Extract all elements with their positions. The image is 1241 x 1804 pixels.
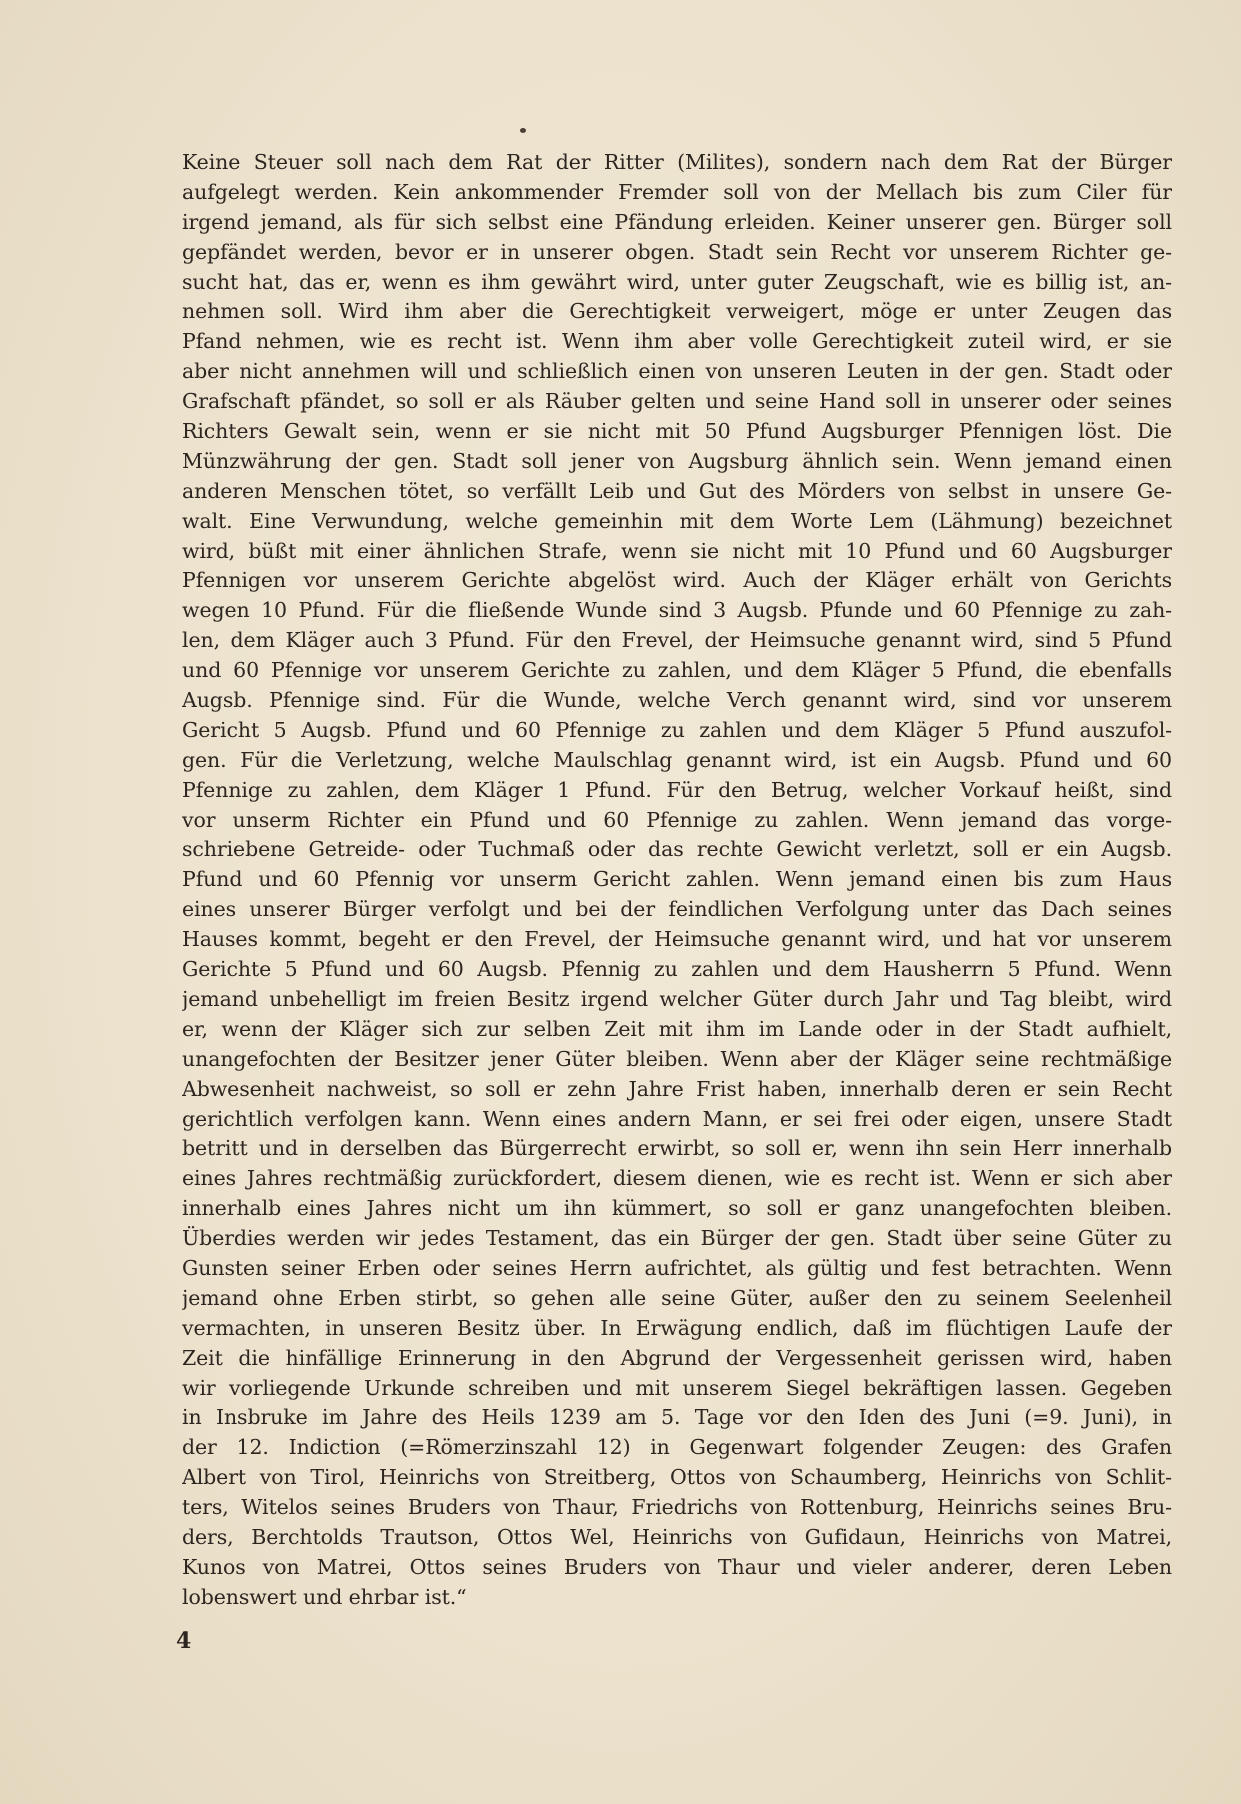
text-line: der 12. Indiction (=Römerzinszahl 12) in Gegenwart folgender Zeugen: des Grafen (182, 1435, 1172, 1460)
text-line: Gericht 5 Augsb. Pfund und 60 Pfennige zu zahlen und dem Kläger 5 Pfund auszufol- (182, 717, 1172, 742)
text-line: aufgelegt werden. Kein ankommender Fremder soll von der Mellach bis zum Ciler für (182, 179, 1172, 204)
text-line: Albert von Tirol, Heinrichs von Streitberg, Ottos von Schaumberg, Heinrichs von Schlit- (182, 1465, 1172, 1490)
text-line: Pfand nehmen, wie es recht ist. Wenn ihm aber volle Gerechtigkeit zuteil wird, er sie (182, 329, 1172, 354)
text-line: ters, Witelos seines Bruders von Thaur, Friedrichs von Rottenburg, Heinrichs seines Bru- (182, 1495, 1172, 1520)
text-line: betritt und in derselben das Bürgerrecht erwirbt, so soll er, wenn ihn sein Herr innerhalb (182, 1136, 1172, 1161)
text-line: Hauses kommt, begeht er den Frevel, der Heimsuche genannt wird, und hat vor unserem (182, 927, 1172, 952)
text-line: in Insbruke im Jahre des Heils 1239 am 5. Tage vor den Iden des Juni (=9. Juni), in (182, 1405, 1172, 1430)
text-line: Überdies werden wir jedes Testament, das ein Bürger der gen. Stadt über seine Güter zu (182, 1226, 1172, 1251)
text-line: wir vorliegende Urkunde schreiben und mit unserem Siegel bekräftigen lassen. Gegeben (182, 1375, 1172, 1400)
text-line: aber nicht annehmen will und schließlich einen von unseren Leuten in der gen. Stadt oder (182, 359, 1172, 384)
text-line: Zeit die hinfällige Erinnerung in den Abgrund der Vergessenheit gerissen wird, haben (182, 1345, 1172, 1370)
text-line: eines Jahres rechtmäßig zurückfordert, diesem dienen, wie es recht ist. Wenn er sich aber (182, 1166, 1172, 1191)
text-line: innerhalb eines Jahres nicht um ihn kümmert, so soll er ganz unangefochten bleiben. (182, 1196, 1172, 1221)
text-line: sucht hat, das er, wenn es ihm gewährt wird, unter guter Zeugschaft, wie es billig ist, an- (182, 269, 1172, 294)
text-line: len, dem Kläger auch 3 Pfund. Für den Frevel, der Heimsuche genannt wird, sind 5 Pfund (182, 628, 1172, 653)
text-line: nehmen soll. Wird ihm aber die Gerechtigkeit verweigert, möge er unter Zeugen das (182, 299, 1172, 324)
text-line: lobenswert und ehrbar ist.“ (182, 1584, 467, 1609)
text-line: wird, büßt mit einer ähnlichen Strafe, wenn sie nicht mit 10 Pfund und 60 Augsburger (182, 538, 1172, 563)
text-line: Münzwährung der gen. Stadt soll jener von Augsburg ähnlich sein. Wenn jemand einen (182, 448, 1172, 473)
text-line: walt. Eine Verwundung, welche gemeinhin mit dem Worte Lem (Lähmung) bezeichnet (182, 508, 1172, 533)
text-line: gen. Für die Verletzung, welche Maulschlag genannt wird, ist ein Augsb. Pfund und 60 (182, 747, 1172, 772)
text-line: Keine Steuer soll nach dem Rat der Ritter (Milites), sondern nach dem Rat der Bürger (182, 150, 1172, 174)
text-line: Grafschaft pfändet, so soll er als Räuber gelten und seine Hand soll in unserer oder seines (182, 389, 1172, 414)
text-line: ders, Berchtolds Trautson, Ottos Wel, Heinrichs von Gufidaun, Heinrichs von Matrei, (182, 1524, 1172, 1549)
text-line: jemand unbehelligt im freien Besitz irgend welcher Güter durch Jahr und Tag bleibt, wird (182, 986, 1172, 1011)
text-line: schriebene Getreide- oder Tuchmaß oder das rechte Gewicht verletzt, soll er ein Augsb. (182, 837, 1172, 862)
text-line: jemand ohne Erben stirbt, so gehen alle seine Güter, außer den zu seinem Seelenheil (182, 1285, 1172, 1310)
text-line: vermachten, in unseren Besitz über. In Erwägung endlich, daß im flüchtigen Laufe der (182, 1315, 1172, 1340)
text-line: Augsb. Pfennige sind. Für die Wunde, welche Verch genannt wird, sind vor unserem (182, 688, 1172, 713)
text-line: Gerichte 5 Pfund und 60 Augsb. Pfennig zu zahlen und dem Hausherrn 5 Pfund. Wenn (182, 957, 1172, 982)
text-line: vor unserm Richter ein Pfund und 60 Pfennige zu zahlen. Wenn jemand das vorge- (182, 807, 1172, 832)
text-line: gerichtlich verfolgen kann. Wenn eines andern Mann, er sei frei oder eigen, unsere Stadt (182, 1106, 1172, 1131)
text-line: gepfändet werden, bevor er in unserer obgen. Stadt sein Recht vor unserem Richter ge- (182, 239, 1172, 264)
text-line: er, wenn der Kläger sich zur selben Zeit mit ihm im Lande oder in der Stadt aufhielt, (182, 1016, 1172, 1041)
text-line: wegen 10 Pfund. Für die fließende Wunde sind 3 Augsb. Pfunde und 60 Pfennige zu zah- (182, 598, 1172, 623)
text-line: eines unserer Bürger verfolgt und bei der feindlichen Verfolgung unter das Dach seines (182, 897, 1172, 922)
body-text (182, 148, 1172, 1613)
page-number: 4 (176, 1628, 192, 1654)
text-line: Richters Gewalt sein, wenn er sie nicht mit 50 Pfund Augsburger Pfennigen löst. Die (182, 419, 1172, 444)
ink-dot (520, 128, 526, 133)
text-line: irgend jemand, als für sich selbst eine Pfändung erleiden. Keiner unserer gen. Bürger soll (182, 209, 1172, 234)
text-line: Pfennige zu zahlen, dem Kläger 1 Pfund. Für den Betrug, welcher Vorkauf heißt, sind (182, 777, 1172, 802)
text-line: Abwesenheit nachweist, so soll er zehn Jahre Frist haben, innerhalb deren er sein Recht (182, 1076, 1172, 1101)
text-line: und 60 Pfennige vor unserem Gerichte zu zahlen, und dem Kläger 5 Pfund, die ebenfalls (182, 658, 1172, 683)
text-line: Kunos von Matrei, Ottos seines Bruders von Thaur und vieler anderer, deren Leben (182, 1554, 1172, 1579)
text-line: Pfennigen vor unserem Gerichte abgelöst wird. Auch der Kläger erhält von Gerichts (182, 568, 1172, 593)
text-line: anderen Menschen tötet, so verfällt Leib und Gut des Mörders von selbst in unsere Ge- (182, 478, 1172, 503)
text-line: Gunsten seiner Erben oder seines Herrn aufrichtet, als gültig und fest betrachten. Wenn (182, 1255, 1172, 1280)
text-line: unangefochten der Besitzer jener Güter bleiben. Wenn aber der Kläger seine rechtmäßige (182, 1046, 1172, 1071)
text-line: Pfund und 60 Pfennig vor unserm Gericht zahlen. Wenn jemand einen bis zum Haus (182, 867, 1172, 892)
